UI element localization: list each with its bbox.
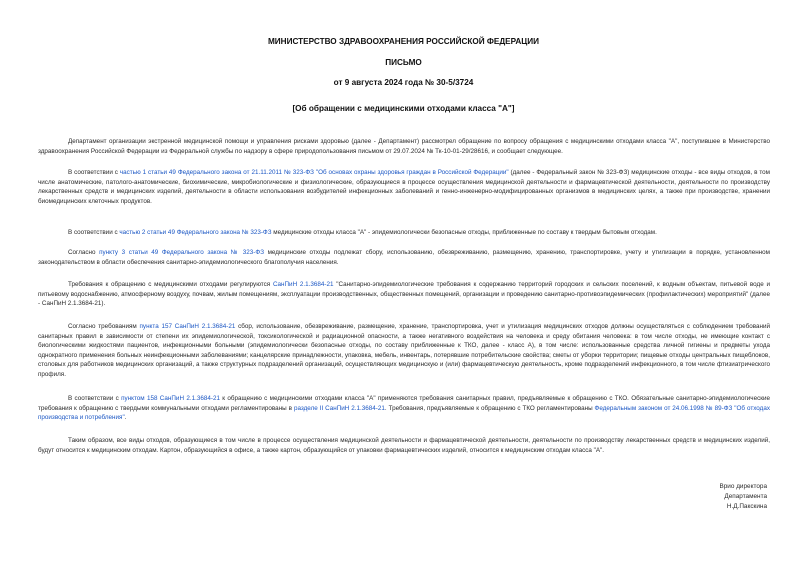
paragraph-7-text-a: В соответствии с: [68, 395, 122, 402]
paragraph-3-text-b: медицинские отходы класса "А" - эпидемиологически безопасные отходы, приближенные по составу к твердым бытовым отходам.: [271, 229, 657, 236]
paragraph-4-text-a: Согласно: [68, 249, 100, 256]
signature-block: [719, 482, 767, 512]
link-sanpin-section2[interactable]: разделе II СанПиН 2.1.3684-21: [293, 404, 385, 412]
paragraph-4: [38, 248, 770, 267]
link-sanpin[interactable]: СанПиН 2.1.3684-21: [272, 281, 334, 288]
link-law-323-part2[interactable]: частью 2 статьи 49 Федерального закона № 323-ФЗ: [119, 229, 272, 236]
link-sanpin-point158[interactable]: пунктом 158 СанПиН 2.1.3684-21: [121, 395, 220, 402]
doc-subject: [Об обращении с медицинскими отходами класса "А"]: [292, 104, 515, 113]
signature-department: Департамента: [724, 493, 767, 500]
link-law-323-point3[interactable]: пункту 3 статьи 49 Федерального закона № 323-ФЗ: [99, 249, 264, 256]
paragraph-7-text-b: к обращению с медицинскими отходами класса "А" применяются требования санитарных правил, предъявляемые к обращению с ТКО. Обязательные санитарно-эпидемиологические требования к обращению с твердыми коммунальными отходами регламентированы в: [38, 395, 770, 412]
paragraph-1: [38, 137, 770, 156]
paragraph-6: [38, 322, 770, 380]
paragraph-5: [38, 280, 770, 309]
paragraph-3-text-a: В соответствии с: [68, 229, 120, 236]
paragraph-7-text-d: .: [124, 414, 127, 422]
signature-name: Н.Д.Пакскина: [726, 503, 767, 510]
doc-type: ПИСЬМО: [385, 58, 422, 67]
paragraph-1-text: Департамент организации экстренной медицинской помощи и управления рисками здоровью (далее - Департамент) рассмотрел обращение по вопросу обращения с медицинскими отходами класса "А", поступившее в Министерство здравоохранения Российской Федерации из Федеральной службы по надзору в сфере природопользования письмом от 29.07.2024 № Тк-10-01-29/28616, и сообщает следующее.: [38, 138, 770, 155]
paragraph-5-text-a: Требования к обращению с медицинскими отходами регулируются: [68, 281, 273, 288]
date-number: от 9 августа 2024 года № 30-5/3724: [333, 78, 474, 87]
paragraph-7-text-c: . Требования, предъявляемые к обращению с ТКО регламентированы: [384, 404, 595, 412]
paragraph-2-text-a: В соответствии с: [68, 169, 120, 176]
link-law-323-part1[interactable]: частью 1 статьи 49 Федерального закона от 21.11.2011 № 323-ФЗ "Об основах охраны здоровья граждан в Российской Федерации": [119, 169, 509, 176]
paragraph-2-text-b: (далее - Федеральный закон № 323-ФЗ) медицинские отходы - все виды отходов, в том числе анатомические, патолого-анатомические, биохимические, микробиологические и физиологические, образующиеся в процессе осуществления медицинской деятельности и фармацевтической деятельности, деятельности по производству лекарственных средств и медицинских изделий, деятельности в области использования возбудителей инфекционных заболеваний и генно-инженерно-модифицированных организмов в медицинских целях, а также при производстве, хранении биомедицинских клеточных продуктов.: [38, 169, 770, 205]
ministry-title: МИНИСТЕРСТВО ЗДРАВООХРАНЕНИЯ РОССИЙСКОЙ ФЕДЕРАЦИИ: [267, 37, 540, 46]
paragraph-8-text: Таким образом, все виды отходов, образующиеся в том числе в процессе осуществления медицинской деятельности и фармацевтической деятельности, деятельности по производству лекарственных средств и медицинских изделий, будут относится к медицинским отходам. Картон, образующийся в офисе, а также картон, образующийся от упаковки фармацевтических изделий, относится к медицинским отходам класса "А".: [38, 437, 770, 454]
link-law-89[interactable]: Федеральным законом от 24.06.1998 № 89-ФЗ "Об отходах производства и потребления": [38, 404, 770, 422]
paragraph-3: [38, 228, 770, 238]
paragraph-8: [38, 436, 770, 455]
paragraph-7: [38, 394, 770, 423]
paragraph-5-text-b: "Санитарно-эпидемиологические требования к содержанию территорий городских и сельских поселений, к водным объектам, питьевой воде и питьевому водоснабжению, атмосферному воздуху, почвам, жилым помещениям, эксплуатации производственных, общественных помещений, организации и проведению санитарно-противоэпидемических (профилактических) мероприятий" (далее - СанПиН 2.1.3684-21).: [38, 281, 771, 308]
paragraph-2: [38, 168, 770, 206]
paragraph-6-text-a: Согласно требованиям: [68, 323, 140, 330]
link-sanpin-point157[interactable]: пункта 157 СанПиН 2.1.3684-21: [139, 323, 236, 330]
paragraph-6-text-b: сбор, использование, обезвреживание, размещение, хранение, транспортировка, учет и утилизация медицинских отходов должны осуществляться с соблюдением требований санитарных правил в зависимости от степени их эпидемиологической, токсикологической и радиационной опасности, а также негативного воздействия на человека и среду обитания человека: в том числе отходы, не имеющие контакт с биологическими жидкостями пациентов, инфекционными больными (эпидемиологически безопасные отходы, по составу приближенные к ТКО, далее - класс А), в том числе: использованные средства личной гигиены и предметы ухода однократного применения больных неинфекционными заболеваниями; канцелярские принадлежности, упаковка, мебель, инвентарь, потерявшие потребительские свойства; сметы от уборки территории; пищевые отходы центральных пищеблоков, столовых для работников медицинских организаций, а также структурных подразделений организаций, осуществляющих медицинскую и (или) фармацевтическую деятельность, кроме подразделений инфекционного, в том числе фтизиатрического профиля.: [38, 323, 771, 378]
paragraph-4-text-b: медицинские отходы подлежат сбору, использованию, обезвреживанию, размещению, хранению, транспортировке, учету и утилизации в порядке, установленном законодательством в области обеспечения санитарно-эпидемиологического благополучия населения.: [38, 249, 770, 266]
signature-position: Врио директора: [719, 483, 767, 490]
